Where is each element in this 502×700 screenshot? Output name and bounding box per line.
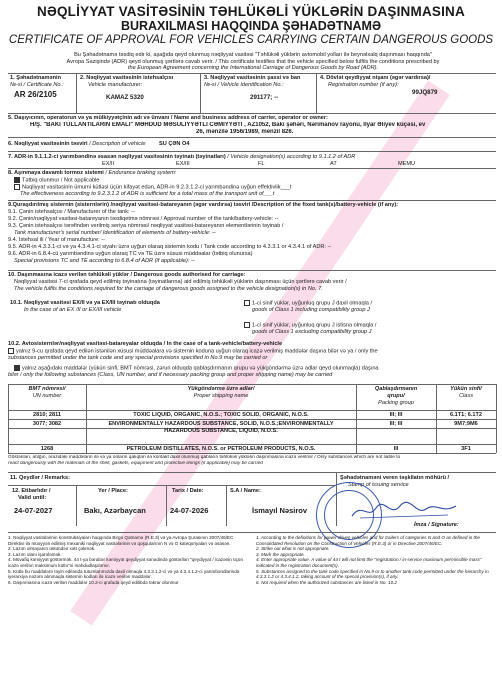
header-class: Yükün sinfi/ [450, 386, 482, 392]
divider [76, 73, 77, 113]
row1-pg: III; III [389, 412, 403, 418]
footnotes-az [8, 535, 248, 585]
section7-label: 7. ADR-in 9.1.1.2-ci yarımbəndinə əsasən nəqliyyat vasitəsinin təyinatı (təyinatları) [8, 154, 226, 160]
section9-4-value: -- [101, 237, 106, 243]
table-rule [8, 410, 496, 411]
class1-excluding-j-text: 1-ci sinif yüklər, uyğunluq qrupu J istisna olmaqla / [252, 322, 377, 329]
section9-6: 9.6. ADR-in 6.8.4-cü yarımbəndinə uyğun olaraq TC və TE üzrə xüsusi müddəalar (tətbiq olunursa) [8, 251, 253, 257]
date-label: Tarix / Date: [172, 488, 204, 494]
designation-exii: EX/II [102, 161, 115, 167]
section10-1-label: 10.1. Nəqliyyat vasitəsi EX/II və ya EX/III təyinatı olduqda [10, 300, 160, 306]
class1-including-j-en: goods of Class 1 including compatibility group J [252, 307, 370, 313]
stamp-label: Şəhadətnaməni veren təşkilatın möhürü / [340, 475, 450, 481]
signature-label: İmza / Signature: [414, 522, 459, 528]
valid-until-label-en: Valid until: [18, 495, 47, 501]
row-top-fields [8, 73, 496, 74]
valid-until-value: 24-07-2027 [14, 506, 53, 515]
divider [166, 485, 167, 526]
section9-label: 9.Quraşdırılmış sisternin (sisternlərin) /nəqliyyat vasitəsi-batareyanın (əgər vardırsa) təsviri /Description of the fixed tank(s)/battery-vehicle (if any): [8, 202, 399, 208]
date-value: 24-07-2026 [170, 506, 209, 515]
footnote-az-5: 5. Kütlə bu maddələrə təyin ediləndə tutumlarımızda daxil olmaqla 4.3.3.1.2-ci və ya 4.3.4.1.2-ci yarımbəndlərində iyerarxiya nəzərə alınmaqla sisternin kodları ilə icazə verilən maddələr. [8, 568, 240, 580]
vehicle-id-number: 291177; -- [250, 94, 279, 101]
footnote-en-1: 1. According to the definitions for power-driven vehicles and for trailers of categories N and O as defined in the Consolidated Resolution on the Construction of Vehicles (R.E.3) or in Directive 2007/46/EC. [256, 535, 480, 546]
row-field5 [8, 113, 496, 114]
section10-line1: Nəqliyyat vasitəsi 7-ci qrafada qeyd edilmiş təyinatına (təyinatlarına) aid edilmiş təhlükəli yüklərin daşınması üçün şərtlərə cavab verir / [14, 279, 347, 285]
signature-icon [350, 500, 460, 522]
field3-label-en: №-si / Vehicle Identification No.: [204, 82, 284, 88]
row-section10 [8, 270, 496, 271]
row2-un: 3077; 3082 [32, 421, 62, 427]
field4-label-en: Registration number (if any): [328, 82, 399, 88]
designation-fl: FL [258, 161, 265, 167]
section9-3b-text: Tank manufacturer's serial number/ Identification of elements of battery-vehicle: [14, 230, 211, 236]
table-note: Göstərilən, atılğın, ərazidəki maddələrin ilə və ya onların qalıqları ilə kontakt daxil olunmuş qabların təhlükəli yüklərin daşınmasına icazə verilmir / Only substances which are not liable to [8, 455, 401, 460]
intro-text [8, 52, 498, 72]
footnote-en-6: 6. Not required when the authorized substances are listed in No. 10.2 [256, 579, 397, 585]
section9-5 [8, 244, 494, 251]
divider [8, 485, 336, 486]
row3-name: PETROLEUM DISTILLATES, N.O.S. or PETROLEUM PRODUCTS, N.O.S. [126, 446, 316, 452]
intro-line-1: Bu Şəhadətnamə təsdiq edir ki, aşağıda qeyd olunmuş nəqliyyat vasitəsi "Təhlükəli yüklərin avtomobil yolları ilə beynəlxalq daşınması haqqında" [74, 52, 432, 58]
table-rule [496, 384, 497, 453]
designation-at: AT [330, 161, 337, 167]
title-az-line1: NƏQLİYYAT VASİTƏSİNİN TƏHLÜKƏLİ YÜKLƏRİN DAŞINMASINA [37, 4, 465, 19]
row3-pg: III [393, 446, 399, 452]
header-class-en: Class [459, 393, 473, 399]
vehicle-description: SU ÇƏN O4 [159, 141, 190, 147]
table-rule [8, 419, 496, 420]
checkbox-empty-icon [8, 348, 14, 354]
section8-option2-en: The effectiveness according to 9.2.3.1.2 of ADR is sufficient for a total mass of the transport unit of___t [20, 191, 275, 197]
owner-address: H/Ş. "BAKI TULLANTILARIN EMALI" MƏHDUD MƏSULİYYƏTLİ CƏMİYYƏTİ , AZ1052, Bakı şəhəri, Nərimanov rayonu, İlyar Əliyev küçəsi, ev [30, 122, 426, 128]
field2-label-en: Vehicle manufacturer: [88, 82, 143, 88]
checkbox-checked-icon [14, 177, 20, 183]
valid-until-label: 12. Etibarlıdır / [12, 488, 51, 494]
designation-exiii: EX/III [176, 161, 190, 167]
section7-label-en: / Vehicle designation(s) according to 9.1.1.2 of ADR [227, 154, 356, 160]
intro-line-3: the European Agreement concerning the International Carriage of Dangerous Goods by Road (ADR). [127, 65, 379, 72]
header-pg: Qablaşdırmanın [374, 386, 418, 392]
footnotes-en [256, 535, 496, 585]
divider [316, 73, 317, 113]
designation-memu: MEMU [398, 161, 416, 167]
section9-5-text: 9.5. ADR-in 4.3.3.1-ci və ya 4.3.4.1-ci siyahı üzrə uyğun olaraq sisternin kodu / Tank code according to 4.3.3.1 or 4.3.4.1 of ADR: [8, 244, 326, 250]
section9-5-value: -- [327, 244, 332, 250]
section8-option2-text: Nəqliyyat vasitəsinin ümumi kütləsi üçün kifayət edən, ADR-in 9.2.3.1.2-ci yarımbəndinə uyğun effektivlik___t [22, 184, 292, 191]
row2-name-cont: HAZARDOUS SUBSTANCE, LIQUID, N.O.S. [164, 428, 278, 434]
field6-label: 6. Nəqliyyat vasitəsinin təsviri [8, 141, 88, 147]
section10-2-label: 10.2. Avtosisternlər/nəqliyyat vasitəsi-batareyalar olduqda / In the case of a tank-vehicle/battery-vehicle [8, 341, 283, 347]
header-name-en: Proper shipping name [193, 393, 249, 399]
row2-name: ENVIRONMENTALLY HAZARDOUS SUBSTANCE, SOLID, N.O.S.;ENVIRONMENTALLY [108, 421, 334, 427]
header-name: Yükgöndərmə üzrə adlar/ [187, 386, 255, 392]
section9-6b [14, 258, 500, 265]
certificate-number: AR 26/2105 [14, 90, 57, 99]
section7-heading [8, 154, 494, 161]
footnote-en-2: 2. Strike out what is not appropriate. [256, 546, 330, 552]
section9-2-text: 9.2. Çənin/nəqliyyat vasitəsi-batareyanın təsdiqetmə nömrəsi / Approval number of the tank/battery-vehicle: [8, 216, 274, 222]
checkbox-empty-icon [244, 300, 250, 306]
section9-6b-text: Special provisions TC and TE according to 6.8.4 of ADR (if applicable): [14, 258, 190, 264]
row-field6 [8, 137, 496, 138]
goods-table [8, 384, 496, 474]
name-label: S.A / Name: [230, 488, 261, 494]
footnote-en-5: 5. Substances assigned to the tank code specified in No.9 or to another tank code permitted under the hierarchy in 4.3.3.1.2 or 4.3.4.1.2, taking account of the special provision(s), if any. [256, 568, 489, 580]
section8-option1-text: Tətbiq olunmur / Not applicable [22, 177, 100, 184]
checkbox-checked-icon [14, 365, 20, 371]
title-az-line2: BURAXILMASI HAQQINDA ŞƏHADƏTNAMƏ [120, 19, 382, 33]
class1-including-j [244, 300, 372, 307]
divider [200, 73, 201, 113]
section9-1 [8, 209, 494, 216]
table-rule [8, 444, 496, 445]
section10-2-option1-text: yalnız 9-cu qrafada qeyd edilən istənilən xüsusi müddəalara və sisternin koduna uyğun olaraq icazə verilmiş maddələr daşına bilər və ya / only the [16, 348, 378, 355]
table-rule [8, 453, 496, 454]
section10-1-label-en: In the case of an EX /II or EX/III vehicle [24, 307, 122, 313]
row3-class: 3F1 [461, 446, 471, 452]
row2-class: 9M7;9M6 [454, 421, 478, 427]
place-label: Yer / Place: [98, 488, 128, 494]
remarks-label: 11. Qeydlər / Remarks: [10, 475, 71, 481]
field3-label: 3. Nəqliyyat vasitəsinin şassi və ban [204, 75, 301, 81]
field2-label: 2. Nəqliyyat vasitəsinin istehsalçısı [80, 75, 174, 81]
title-en: CERTIFICATE OF APPROVAL FOR VEHICLES CARRYING CERTAIN DANGEROUS GOODS [8, 34, 494, 46]
field6-label-en: / Description of vehicle [89, 141, 146, 147]
row-section11 [8, 472, 496, 473]
section8-heading [8, 170, 494, 177]
section9-1-value: -- [131, 209, 135, 215]
vehicle-manufacturer: KAMAZ 5320 [106, 94, 144, 101]
place-value: Bakı, Azərbaycan [84, 506, 146, 515]
section9-4-text: 9.4. İstehsal ili / Year of manufacture: [8, 237, 100, 243]
section9-3: 9.3. Çənin istehsalçısı tərəfindən verilmiş seriya nömrəsi/ nəqliyyat vasitəsi-batareyanın elementlərinin təyinatı / [8, 223, 284, 229]
row2-pg: III; III [389, 421, 403, 427]
row-section9 [8, 200, 496, 201]
row-footnotes [8, 532, 496, 533]
class1-excluding-j-en: goods of Class 1 excluding compatibility group J [252, 329, 372, 335]
header-pg2: qrupu/ [387, 393, 405, 399]
table-note-en: react dangerously with the materials of the shell, gaskets, equipment and protective linings (if applicable) may be carried [8, 461, 263, 466]
owner-address-cont: 26, mənzilə 1956/1989, menzil 826. [196, 129, 294, 135]
footnote-az-1: 1. Nəqliyyat vasitələrinin konstruksiyaları haqqında Birgə Qətnamə (R.E.3) və ya Avropa Şurasının 2007/46/EC Direktivi ilə müəyyən edilmiş mexaniki nəqliyyat vasitələrinin və qoşqularının N və O kateqoriyaları və əsasən. [8, 535, 234, 546]
checkbox-empty-icon [14, 184, 20, 190]
stamp-label-en: Stamp of issuing service [348, 482, 409, 488]
field5-label: 5. Daşıyıcının, operatorun və ya mülkiyyətçinin adı və ünvanı / Name and business address of carrier, operator or owner: [8, 115, 328, 121]
section9-3-value: -- [212, 230, 216, 236]
section9-4 [8, 237, 494, 244]
class1-excluding-j [244, 322, 376, 329]
row-section8 [8, 168, 496, 169]
section9-3b [14, 230, 500, 237]
registration-number: 99JQ879 [412, 89, 438, 96]
row1-name: TOXIC LIQUID, ORGANIC, N.O.S.; TOXIC SOLID, ORGANIC, N.O.S. [133, 412, 309, 418]
footnote-en-3: 3. Mark the appropriate. [256, 551, 305, 557]
checkbox-empty-icon [244, 322, 250, 328]
field1-label: 1. Şəhadətnamənin [10, 75, 61, 81]
section9-2-value: -- [274, 216, 279, 222]
row1-un: 2810; 2811 [33, 412, 61, 418]
section8-label-en: / Endurance braking system: [105, 170, 177, 176]
intro-line-2: Avropa Sazişində (ADR) qeyd olunmuş şərtlərə cavab verir. / This certificate testifies that the vehicle specified below fulfils the conditions prescribed by [66, 58, 440, 65]
footnote-az-4: 4. Müvafiq kəmiyyət göstərmək. 44 t-ya bərabər kəmiyyət qeydiyyat sənədində göstərilən "qeydiyyat / icazənin üçün icazə verilən maksimum kütlə"ni məhdudlaşdırmır. [8, 557, 244, 568]
header-un: BMT nömrəsi/ [28, 386, 66, 392]
footnote-en-4: 4. Enter appropriate value. A value of 44 t will not limit the "registration / in-service maximum permissible mass" indicated in the registration document(s). [256, 557, 482, 568]
row3-un: 1268 [40, 446, 54, 452]
section10-2-option1-en: substances permitted under the tank code and any special provisions specified in No.9 may be carried or [8, 355, 268, 361]
divider [226, 485, 227, 526]
section9-2 [8, 216, 494, 223]
row-section7 [8, 151, 496, 152]
footnote-az-6: 6. Daşınmasına icazə verilən maddələr 10.2-ci qrafada qeyd edilibdə təkrar olunmur [8, 579, 179, 585]
section10-2-option2-en: bilər / only the following substances (Class, UN number, and if necessary packing group and proper shipping name) may be carried [8, 372, 333, 378]
section10-label: 10. Daşınmasına icazə verilən təhlükəli yüklər / Dangerous goods authorised for carriage: [8, 272, 246, 278]
name-value: İsmayıl Nəsirov [252, 506, 308, 515]
section8-label: 8. Aşınmaya davamlı tormoz sistemi [8, 170, 104, 176]
divider [76, 485, 77, 526]
header-un-en: UN number [32, 393, 62, 399]
section9-1-text: 9.1. Çənin istehsalçısı / Manufacturer of the tank: [8, 209, 130, 215]
field6 [8, 141, 494, 148]
footnote-az-3: 3. Lazım olanı işarələmək. [8, 551, 62, 557]
field4-label: 4. Dövlət qeydiyyat nişanı (əgər vardırsa)/ [320, 75, 431, 81]
footnote-az-2: 2. Lazım olmayanın üstündən xətt çəkmək. [8, 546, 96, 552]
header-pg-en: Packing group [378, 400, 414, 406]
section9-6-value: -- [191, 258, 195, 264]
class1-including-j-text: 1-ci sinif yüklər, uyğunluq qrupu J daxil olmaqla / [252, 300, 373, 307]
field1-label-en: №-si / Certificate No.: [10, 82, 64, 88]
table-rule [8, 384, 496, 385]
row1-class: 6.1T1; 6.1T2 [449, 412, 483, 418]
section10-line2: The vehicle fulfils the conditions required for the carriage of dangerous goods assigned to the vehicle designation(s) in No. 7. [14, 286, 323, 292]
section10-2-option2-text: yalnız aşağıdakı maddələr (yükün sinfi, BMT nömrəsi, zəruri olduqda qablaşdırmanın qrupu və yükgöndərmə üzrə adlar qeyd olunmaqla) daşına [22, 365, 379, 372]
